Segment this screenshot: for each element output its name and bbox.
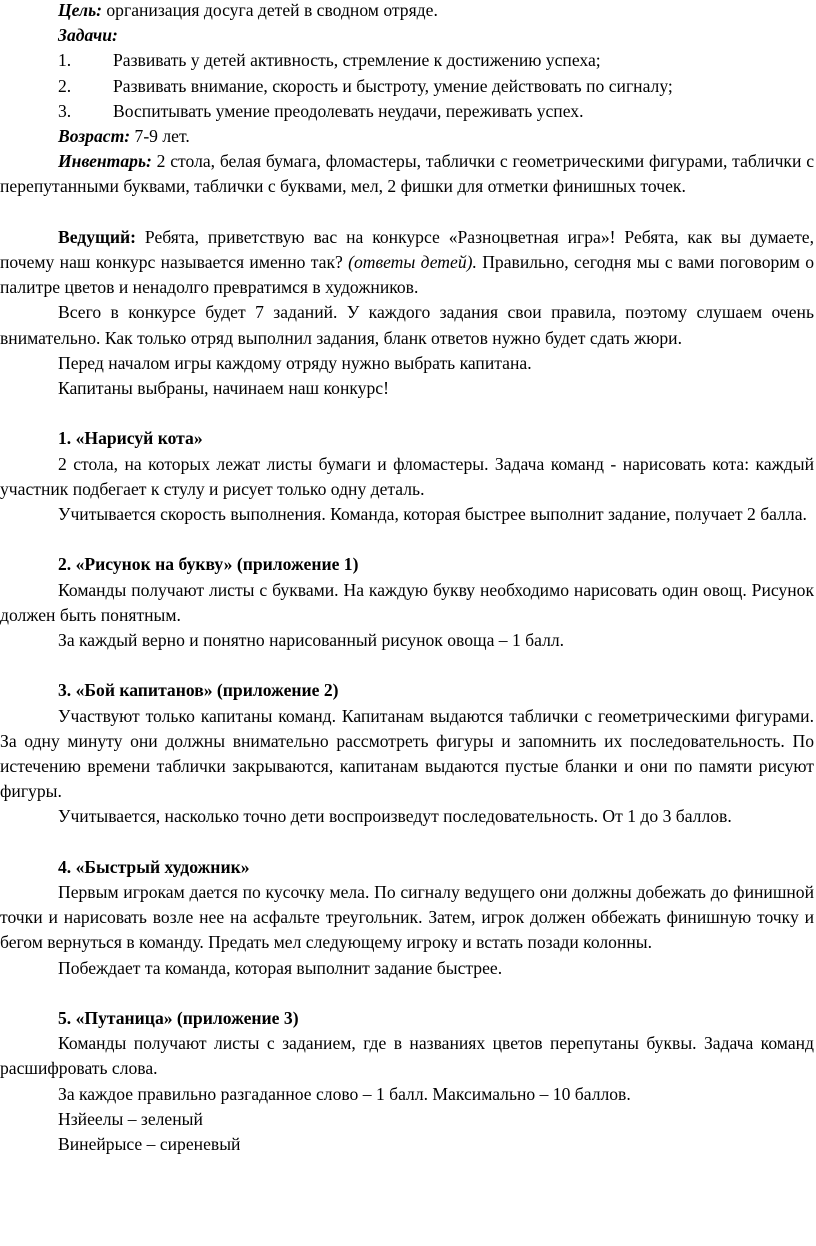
host-paragraph: Перед началом игры каждому отряду нужно выбрать капитана. <box>58 352 532 373</box>
section-paragraph: Учитывается, насколько точно дети воспроизведут последовательность. От 1 до 3 баллов. <box>58 806 732 827</box>
section-title: 1. «Нарисуй кота» <box>58 428 203 449</box>
section-paragraph: Первым игрокам дается по кусочку мела. По сигналу ведущего они должны добежать до финишной точки и нарисовать возле нее на асфальте треугольник. Затем, игрок должен оббежать финишную точку и бегом вернуться в команду. Предать мел следующему игроку и встать позади колонны. <box>0 882 814 953</box>
task-item: 3. Воспитывать умение преодолевать неудачи, переживать успех. <box>58 100 584 121</box>
goal-text: организация досуга детей в сводном отряде. <box>101 0 438 20</box>
section-paragraph: 2 стола, на которых лежат листы бумаги и фломастеры. Задача команд - нарисовать кота: каждый участник подбегает к стулу и рисует только одну деталь. <box>0 453 814 499</box>
host-label: Ведущий: <box>58 226 136 247</box>
host-paragraph: Ведущий: Ребята, приветствую вас на конкурсе «Разноцветная игра»! Ребята, как вы думаете, почему наш конкурс называется именно так? (ответы детей). Правильно, сегодня мы с вами поговорим о палитре цветов и ненадолго превратимся в художников. <box>0 226 814 298</box>
task-item: 1. Развивать у детей активность, стремление к достижению успеха; <box>58 50 601 71</box>
section-paragraph: Учитывается скорость выполнения. Команда, которая быстрее выполнит задание, получает 2 балла. <box>58 504 807 525</box>
section-paragraph: За каждое правильно разгаданное слово – 1 балл. Максимально – 10 баллов. <box>58 1083 631 1104</box>
section-paragraph: Команды получают листы с буквами. На каждую букву необходимо нарисовать один овощ. Рисунок должен быть понятным. <box>0 579 814 625</box>
section-paragraph: Команды получают листы с заданием, где в названиях цветов перепутаны буквы. Задача команд расшифровать слова. <box>0 1033 814 1079</box>
goal-label: Цель: <box>58 0 102 20</box>
host-paragraph: Всего в конкурсе будет 7 заданий. У каждого задания свои правила, поэтому слушаем очень внимательно. Как только отряд выполнил задания, бланк ответов нужно будет сдать жюри. <box>0 302 814 348</box>
section-paragraph: Нзйеелы – зеленый <box>58 1108 203 1129</box>
section-title: 4. «Быстрый художник» <box>58 856 250 877</box>
section-title: 5. «Путаница» (приложение 3) <box>58 1008 299 1029</box>
section-title: 2. «Рисунок на букву» (приложение 1) <box>58 554 359 575</box>
host-paragraph: Капитаны выбраны, начинаем наш конкурс! <box>58 378 389 399</box>
section-title: 3. «Бой капитанов» (приложение 2) <box>58 680 339 701</box>
task-item: 2. Развивать внимание, скорость и быстроту, умение действовать по сигналу; <box>58 75 673 96</box>
section-paragraph: Участвуют только капитаны команд. Капитанам выдаются таблички с геометрическими фигурами. За одну минуту они должны внимательно рассмотреть фигуры и запомнить их последовательность. По истечению времени таблички закрываются, капитанам выдаются пустые бланки и они по памяти рисуют фигуры. <box>0 705 814 802</box>
section-paragraph: За каждый верно и понятно нарисованный рисунок овоща – 1 балл. <box>58 630 565 651</box>
section-paragraph: Винейрысе – сиреневый <box>58 1134 241 1155</box>
goal-paragraph <box>0 0 814 23</box>
section-paragraph: Побеждает та команда, которая выполнит задание быстрее. <box>58 957 503 978</box>
age-paragraph: Возраст: 7-9 лет. <box>58 126 190 147</box>
inventory-paragraph: Инвентарь: 2 стола, белая бумага, фломастеры, таблички с геометрическими фигурами, таблички с перепутанными буквами, таблички с буквами, мел, 2 фишки для отметки финишных точек. <box>0 151 814 197</box>
tasks-heading: Задачи: <box>58 25 118 46</box>
